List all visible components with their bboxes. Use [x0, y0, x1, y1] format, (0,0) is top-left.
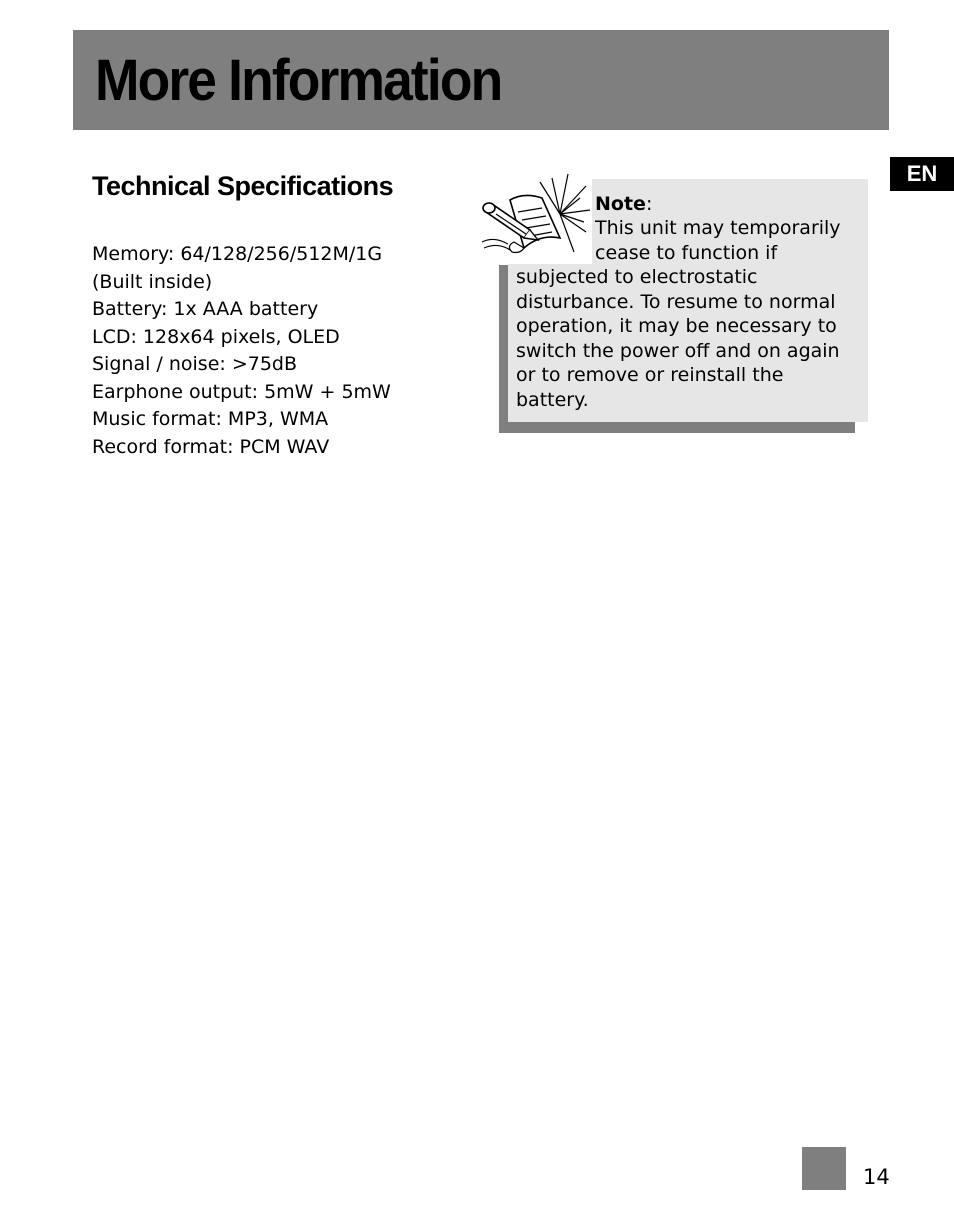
- spec-item-battery: Battery: 1x AAA battery: [92, 298, 319, 320]
- page-number: 14: [863, 1165, 890, 1189]
- page-title: More Information: [95, 48, 502, 113]
- spec-item-memory: Memory: 64/128/256/512M/1G (Built inside): [92, 243, 383, 293]
- note-pencil-paper-icon: [480, 172, 590, 262]
- note-label-text: Note: [595, 193, 646, 215]
- note-label: Note:: [595, 193, 653, 215]
- header-bar: [73, 30, 889, 130]
- spec-item-music-format: Music format: MP3, WMA: [92, 408, 329, 430]
- note-text-top: This unit may temporarily cease to function if: [595, 217, 841, 264]
- page-marker-box: [802, 1147, 846, 1190]
- language-tab: EN: [890, 157, 954, 191]
- spec-item-earphone-output: Earphone output: 5mW + 5mW: [92, 380, 391, 403]
- spec-item-signal-noise: Signal / noise: >75dB: [92, 353, 298, 375]
- section-title: Technical Specifications: [92, 171, 394, 201]
- spec-item-lcd: LCD: 128x64 pixels, OLED: [92, 325, 340, 348]
- spec-item-record-format: Record format: PCM WAV: [92, 435, 330, 458]
- note-text-body: subjected to electrostatic disturbance. To resume to normal operation, it may be necessary to switch the power off and on again or to remove or reinstall the battery.: [516, 266, 840, 411]
- spec-list: [92, 241, 432, 461]
